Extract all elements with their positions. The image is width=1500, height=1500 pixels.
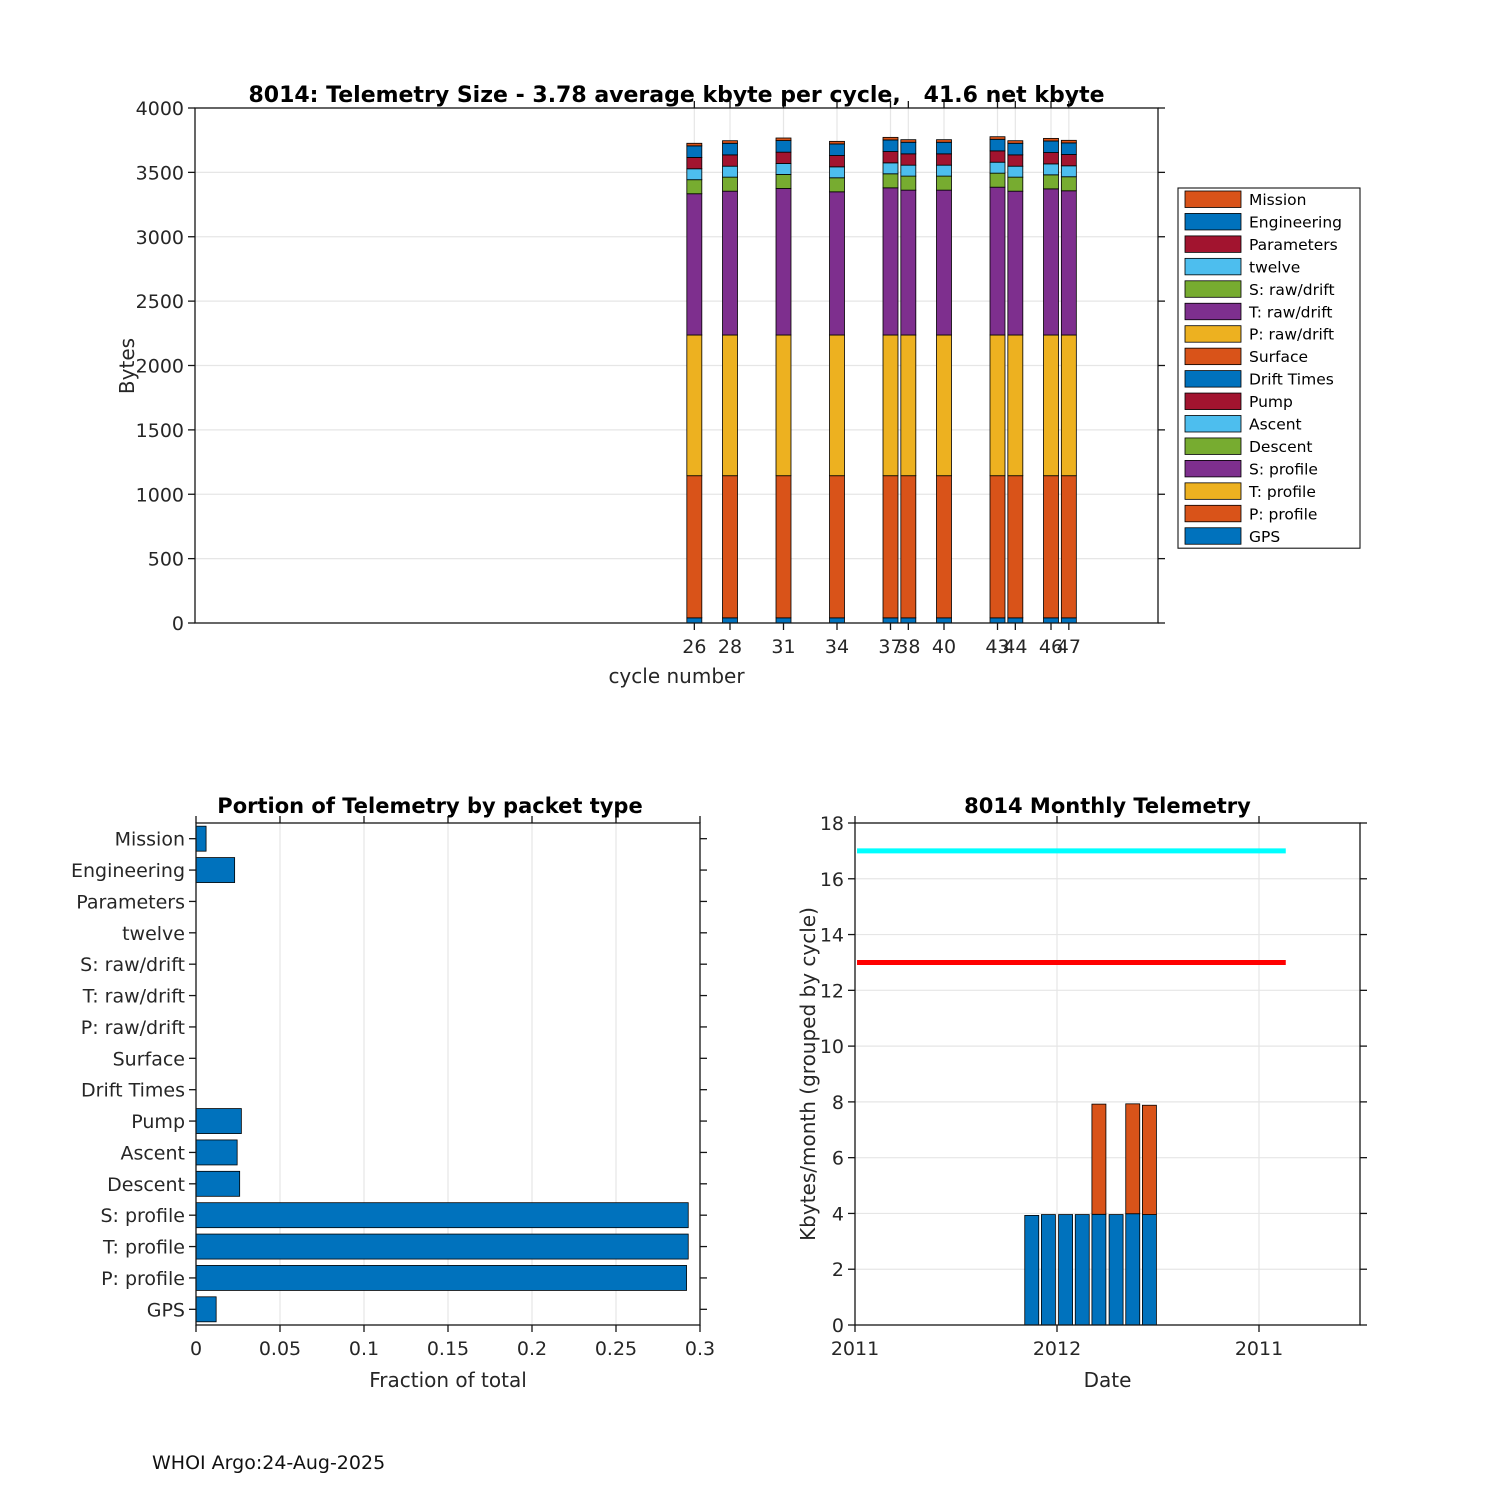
y-tick-label: 2500	[135, 291, 184, 314]
bar-segment-Ascent	[901, 165, 916, 176]
x-tick-label: 44	[1003, 636, 1028, 658]
x-tick-label: 37	[878, 636, 903, 658]
bar-segment-GPS	[1008, 618, 1023, 623]
bar-segment-GPS	[901, 618, 916, 623]
y-tick-label: P: raw/drift	[80, 1016, 185, 1039]
bar-segment-S-profile	[901, 190, 916, 335]
monthly-ylabel: Kbytes/month (grouped by cycle)	[796, 907, 820, 1241]
x-tick-label: 47	[1056, 636, 1081, 658]
y-tick-label: S: profile	[100, 1205, 185, 1228]
portion-xlabel: Fraction of total	[369, 1368, 527, 1392]
bar-segment-Ascent	[937, 165, 952, 176]
legend-swatch	[1185, 191, 1241, 208]
bar-segment-P-profile	[937, 476, 952, 618]
bar-segment-P-profile	[723, 476, 738, 618]
monthly-plot	[820, 813, 1367, 1360]
bar-segment-Pump	[990, 151, 1005, 162]
bar-segment-T-profile	[937, 335, 952, 476]
x-tick-label: 0.3	[684, 1338, 716, 1360]
y-tick-label: 500	[147, 548, 184, 571]
portion-bar-S-profile	[196, 1203, 688, 1228]
legend-swatch	[1185, 505, 1241, 522]
monthly-bar-blue	[1109, 1215, 1123, 1325]
legend-label: Ascent	[1249, 415, 1302, 434]
legend-label: P: profile	[1249, 505, 1318, 524]
bar-segment-Mission	[937, 140, 952, 143]
y-tick-label: 12	[819, 980, 844, 1003]
portion-bar-Mission	[196, 826, 206, 851]
bar-segment-Ascent	[776, 163, 791, 174]
y-tick-label: 16	[819, 868, 844, 891]
bar-segment-Pump	[883, 152, 898, 163]
footer-stamp: WHOI Argo:24-Aug-2025	[152, 1452, 386, 1474]
legend-label: Drift Times	[1249, 370, 1334, 389]
legend-label: twelve	[1249, 258, 1301, 277]
portion-title: Portion of Telemetry by packet type	[217, 794, 643, 818]
y-tick-label: 8	[831, 1091, 844, 1114]
bar-segment-Descent	[937, 176, 952, 190]
y-tick-label: Drift Times	[81, 1079, 185, 1102]
legend-swatch	[1185, 371, 1241, 388]
y-tick-label: T: profile	[103, 1236, 185, 1259]
bar-segment-Pump	[723, 155, 738, 166]
legend-swatch	[1185, 213, 1241, 230]
x-tick-label: 0.1	[348, 1338, 380, 1360]
monthly-bar-orange	[1142, 1105, 1156, 1214]
legend-swatch	[1185, 460, 1241, 477]
y-tick-label: 14	[819, 924, 844, 947]
y-tick-label: 10	[819, 1036, 844, 1059]
bar-segment-Descent	[776, 174, 791, 188]
bar-segment-T-profile	[830, 335, 845, 476]
bar-segment-Mission	[990, 137, 1005, 140]
bar-segment-Pump	[687, 157, 702, 168]
y-tick-label: 3000	[135, 226, 184, 249]
x-tick-label: 0	[189, 1338, 203, 1360]
bar-segment-Engineering	[1061, 143, 1076, 155]
bar-segment-P-profile	[1044, 476, 1059, 618]
bar-segment-T-profile	[687, 335, 702, 476]
bar-segment-GPS	[1044, 618, 1059, 623]
bar-segment-GPS	[883, 618, 898, 623]
bar-segment-Pump	[776, 152, 791, 163]
bar-segment-Ascent	[1061, 166, 1076, 177]
bar-segment-Ascent	[1044, 164, 1059, 175]
bar-segment-Engineering	[1044, 141, 1059, 153]
bar-segment-T-profile	[1044, 335, 1059, 476]
bar-segment-GPS	[776, 618, 791, 623]
bar-segment-P-profile	[1008, 476, 1023, 618]
bar-segment-Descent	[687, 180, 702, 194]
bar-segment-T-profile	[883, 335, 898, 476]
legend-swatch	[1185, 483, 1241, 500]
x-tick-label: 2012	[1032, 1338, 1082, 1360]
monthly-xlabel: Date	[1083, 1368, 1132, 1392]
bar-segment-S-profile	[883, 188, 898, 335]
telemetry-size-title: 8014: Telemetry Size - 3.78 average kbyte per cycle, 41.6 net kbyte	[248, 83, 1105, 108]
bar-segment-Pump	[1061, 154, 1076, 165]
bar-segment-Mission	[1061, 140, 1076, 143]
portion-bar-Pump	[196, 1109, 241, 1134]
bar-segment-P-profile	[1061, 476, 1076, 618]
x-tick-label: 0.05	[258, 1338, 302, 1360]
bar-segment-GPS	[990, 618, 1005, 623]
bar-segment-Ascent	[1008, 166, 1023, 177]
bar-segment-GPS	[723, 618, 738, 623]
bar-segment-Mission	[901, 140, 916, 143]
x-tick-label: 2011	[830, 1338, 880, 1360]
bar-segment-S-profile	[1061, 191, 1076, 335]
x-tick-label: 26	[682, 636, 707, 658]
y-tick-label: Pump	[131, 1111, 185, 1134]
y-tick-label: 0	[171, 613, 184, 635]
legend-swatch	[1185, 438, 1241, 455]
y-tick-label: 3500	[135, 162, 184, 185]
bar-segment-S-profile	[1008, 191, 1023, 335]
bar-segment-Pump	[937, 154, 952, 165]
x-tick-label: 43	[985, 636, 1010, 658]
bar-segment-Ascent	[830, 167, 845, 178]
bar-segment-GPS	[1061, 618, 1076, 623]
bar-segment-Descent	[901, 176, 916, 190]
monthly-bar-orange	[1126, 1104, 1140, 1214]
x-tick-label: 46	[1038, 636, 1064, 658]
bar-segment-P-profile	[776, 476, 791, 618]
bar-segment-Descent	[1044, 175, 1059, 189]
bar-segment-GPS	[830, 618, 845, 623]
portion-bar-Engineering	[196, 858, 235, 883]
bar-segment-S-profile	[1044, 189, 1059, 335]
y-tick-label: Mission	[114, 828, 185, 851]
portion-plot	[71, 816, 715, 1360]
legend-label: T: profile	[1249, 482, 1316, 501]
monthly-bar-blue	[1142, 1215, 1156, 1325]
monthly-bar-blue	[1025, 1215, 1039, 1325]
legend-label: Surface	[1249, 348, 1309, 367]
monthly-title: 8014 Monthly Telemetry	[964, 794, 1251, 818]
bar-segment-S-profile	[990, 187, 1005, 335]
bar-segment-T-profile	[776, 335, 791, 476]
x-tick-label: 31	[771, 636, 796, 658]
bar-segment-Ascent	[990, 162, 1005, 173]
bar-segment-Descent	[990, 173, 1005, 187]
y-tick-label: 1500	[135, 419, 184, 442]
telemetry-size-plot	[136, 98, 1165, 658]
bar-segment-P-profile	[901, 476, 916, 618]
y-tick-label: GPS	[146, 1299, 185, 1322]
x-tick-label: 34	[824, 636, 850, 658]
x-tick-label: 40	[931, 636, 957, 658]
bar-segment-T-profile	[990, 335, 1005, 476]
x-tick-label: 28	[717, 636, 743, 658]
y-tick-label: Engineering	[71, 860, 185, 883]
legend-label: GPS	[1249, 527, 1281, 546]
plot-box	[855, 823, 1360, 1325]
monthly-bar-blue	[1092, 1214, 1106, 1325]
bar-segment-Engineering	[883, 140, 898, 152]
bar-segment-Descent	[1008, 177, 1023, 191]
legend-swatch	[1185, 393, 1241, 410]
y-tick-label: 2	[831, 1259, 844, 1282]
legend-label: Mission	[1249, 191, 1307, 209]
bar-segment-GPS	[687, 618, 702, 623]
legend-swatch	[1185, 281, 1241, 298]
bar-segment-Mission	[883, 137, 898, 140]
y-tick-label: 1000	[135, 484, 184, 507]
bar-segment-Mission	[1008, 141, 1023, 144]
bar-segment-S-profile	[687, 194, 702, 335]
bar-segment-Engineering	[830, 144, 845, 156]
bar-segment-Engineering	[687, 146, 702, 158]
bar-segment-P-profile	[687, 476, 702, 618]
y-tick-label: 0	[831, 1315, 844, 1337]
x-tick-label: 0.15	[426, 1338, 470, 1360]
monthly-bar-blue	[1075, 1215, 1089, 1325]
bar-segment-Engineering	[990, 139, 1005, 151]
legend-label: T: raw/drift	[1249, 303, 1333, 322]
x-tick-label: 38	[896, 636, 921, 658]
monthly-bar-orange	[1092, 1104, 1106, 1214]
bar-segment-Descent	[1061, 177, 1076, 191]
bar-segment-Descent	[883, 174, 898, 188]
bar-segment-P-profile	[990, 476, 1005, 618]
bar-segment-T-profile	[901, 335, 916, 476]
legend	[1178, 188, 1360, 548]
y-tick-label: 2000	[135, 355, 184, 378]
bar-segment-P-profile	[830, 476, 845, 618]
y-tick-label: 4	[831, 1203, 844, 1226]
y-tick-label: 6	[831, 1147, 844, 1170]
bar-segment-T-profile	[1061, 335, 1076, 476]
bar-segment-Engineering	[723, 143, 738, 155]
legend-swatch	[1185, 528, 1241, 545]
y-tick-label: twelve	[122, 922, 185, 945]
bar-segment-Engineering	[937, 142, 952, 154]
legend-label: S: raw/drift	[1249, 280, 1335, 299]
legend-swatch	[1185, 326, 1241, 343]
bar-segment-Engineering	[901, 142, 916, 154]
x-tick-label: 2011	[1234, 1338, 1284, 1360]
bar-segment-Ascent	[687, 169, 702, 180]
y-tick-label: Parameters	[76, 891, 185, 914]
portion-bar-Ascent	[196, 1140, 237, 1165]
legend-swatch	[1185, 416, 1241, 433]
legend-swatch	[1185, 348, 1241, 365]
portion-bar-GPS	[196, 1297, 216, 1322]
legend-swatch	[1185, 303, 1241, 320]
bar-segment-Mission	[723, 141, 738, 144]
telemetry-size-ylabel: Bytes	[115, 337, 139, 395]
bar-segment-S-profile	[776, 188, 791, 335]
bar-segment-GPS	[937, 618, 952, 623]
bar-segment-P-profile	[883, 476, 898, 618]
bar-segment-S-profile	[830, 192, 845, 335]
legend-swatch	[1185, 236, 1241, 253]
bar-segment-Mission	[1044, 138, 1059, 141]
bar-segment-Pump	[901, 154, 916, 165]
bar-segment-Engineering	[1008, 143, 1023, 155]
bar-segment-Ascent	[883, 163, 898, 174]
bar-segment-Descent	[830, 178, 845, 192]
y-tick-label: Surface	[112, 1048, 185, 1071]
legend-label: Engineering	[1249, 213, 1342, 232]
y-tick-label: Ascent	[120, 1142, 185, 1165]
bar-segment-S-profile	[937, 190, 952, 335]
telemetry-size-xlabel: cycle number	[608, 664, 745, 688]
portion-bar-T-profile	[196, 1234, 688, 1259]
monthly-bar-blue	[1059, 1215, 1073, 1325]
legend-label: P: raw/drift	[1249, 325, 1335, 344]
y-tick-label: P: profile	[101, 1267, 185, 1290]
y-tick-label: S: raw/drift	[80, 954, 185, 977]
x-tick-label: 0.25	[594, 1338, 638, 1360]
bar-segment-Mission	[687, 143, 702, 146]
bar-segment-Pump	[1008, 155, 1023, 166]
monthly-bar-blue	[1041, 1215, 1055, 1325]
bar-segment-Engineering	[776, 141, 791, 153]
bar-segment-Pump	[1044, 153, 1059, 164]
bar-segment-Pump	[830, 156, 845, 167]
bar-segment-Mission	[830, 141, 845, 144]
x-tick-label: 0.2	[516, 1338, 548, 1360]
legend-label: Descent	[1249, 437, 1313, 456]
bar-segment-Ascent	[723, 166, 738, 177]
portion-bar-Descent	[196, 1171, 240, 1196]
bar-segment-S-profile	[723, 191, 738, 335]
legend-label: Parameters	[1249, 235, 1338, 254]
legend-swatch	[1185, 258, 1241, 275]
bar-segment-Descent	[723, 177, 738, 191]
y-tick-label: 4000	[135, 98, 184, 120]
y-tick-label: 18	[819, 813, 844, 835]
y-tick-label: T: raw/drift	[82, 985, 185, 1008]
legend-label: S: profile	[1249, 460, 1318, 479]
bar-segment-Mission	[776, 138, 791, 141]
monthly-bar-blue	[1126, 1214, 1140, 1325]
legend-label: Pump	[1249, 393, 1293, 412]
portion-bar-P-profile	[196, 1265, 687, 1290]
y-tick-label: Descent	[107, 1173, 185, 1196]
bar-segment-T-profile	[723, 335, 738, 476]
bar-segment-T-profile	[1008, 335, 1023, 476]
